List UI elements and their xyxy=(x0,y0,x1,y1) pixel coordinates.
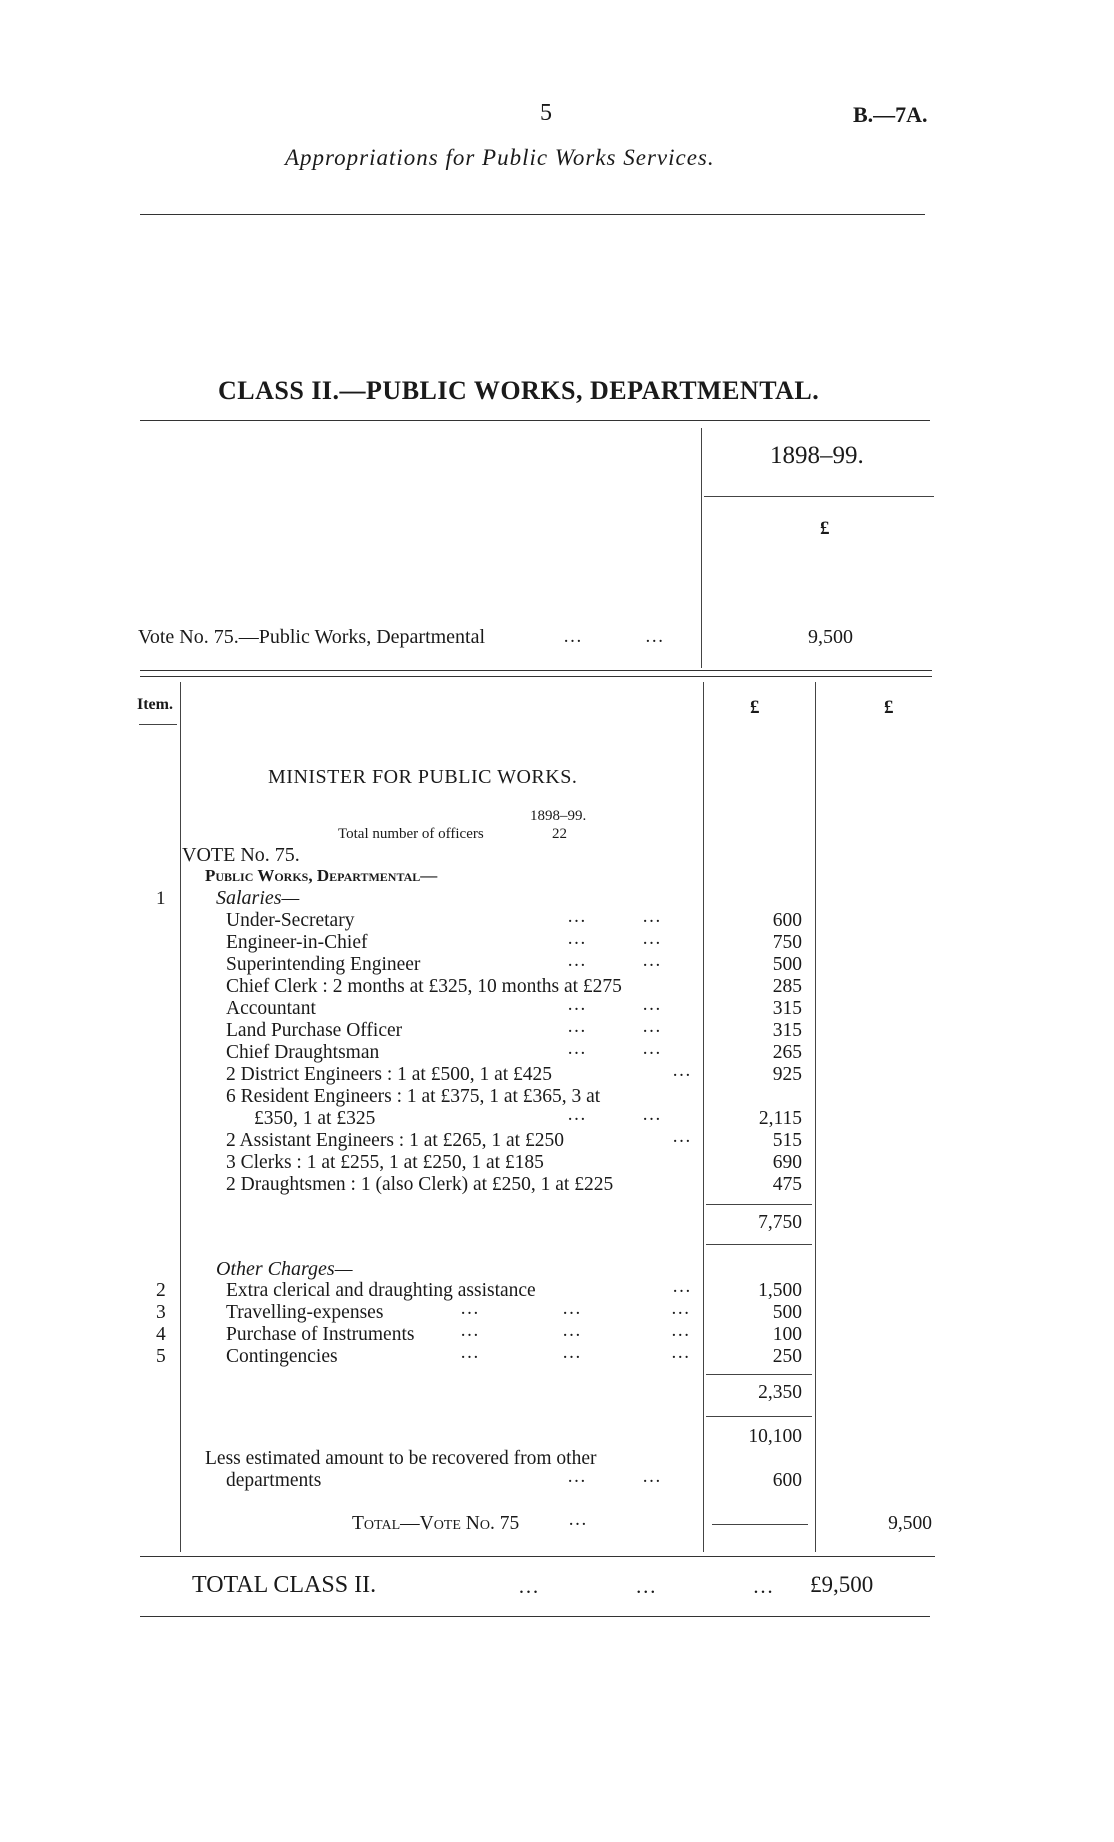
page-number: 5 xyxy=(540,100,552,126)
summary-year-rule xyxy=(704,496,934,497)
salary-amount: 315 xyxy=(772,1020,802,1041)
salaries-heading: Salaries— xyxy=(216,887,300,909)
summary-vote-amount: 9,500 xyxy=(808,626,853,648)
class-total-label: TOTAL CLASS II. xyxy=(192,1572,377,1598)
salary-row: 2 Assistant Engineers : 1 at £265, 1 at £250 xyxy=(226,1130,564,1151)
other-charge-amount: 100 xyxy=(772,1324,802,1345)
total-vote-label: Total—Vote No. 75 xyxy=(352,1513,520,1534)
salary-amount: 2,115 xyxy=(758,1108,802,1129)
salary-row: 3 Clerks : 1 at £255, 1 at £250, 1 at £185 xyxy=(226,1152,544,1173)
salary-leader-dots: … … xyxy=(567,1104,663,1125)
salary-row: Chief Clerk : 2 months at £325, 10 months at £275 xyxy=(226,976,622,997)
less-recovered-label-line2: departments xyxy=(226,1470,322,1491)
salary-amount: 925 xyxy=(772,1064,802,1085)
item-heading-rule xyxy=(139,724,177,725)
salary-leader-dots: … … xyxy=(567,928,663,949)
salary-row: £350, 1 at £325 xyxy=(254,1108,376,1129)
salary-amount: 690 xyxy=(772,1152,802,1173)
salary-leader-dots: … … xyxy=(567,906,663,927)
salary-row: Accountant xyxy=(226,998,316,1019)
total-vote-leader-dots: … xyxy=(568,1509,589,1530)
other-charges-heading: Other Charges— xyxy=(216,1258,353,1280)
other-charge-amount: 250 xyxy=(772,1346,802,1367)
other-charge-item-number: 5 xyxy=(156,1346,166,1367)
section-heading: MINISTER FOR PUBLIC WORKS. xyxy=(268,766,578,788)
other-charge-leader-dots: … … … xyxy=(460,1320,692,1341)
salary-row: 2 District Engineers : 1 at £500, 1 at £425 xyxy=(226,1064,553,1085)
summary-leader-dots: … … xyxy=(563,626,666,647)
summary-year-heading: 1898–99. xyxy=(770,442,864,469)
salary-amount: 750 xyxy=(772,932,802,953)
salary-leader-dots: … … xyxy=(567,994,663,1015)
salary-amount: 475 xyxy=(772,1174,802,1195)
summary-bottom-rule-1 xyxy=(140,670,932,671)
vote-number: VOTE No. 75. xyxy=(182,844,300,866)
less-recovered-label-line1: Less estimated amount to be recovered from other xyxy=(205,1448,597,1469)
class-total-bottom-rule xyxy=(140,1616,930,1617)
salary-amount: 265 xyxy=(772,1042,802,1063)
other-charge-amount: 500 xyxy=(772,1302,802,1323)
other-charge-row: Purchase of Instruments xyxy=(226,1324,415,1345)
salaries-item-number: 1 xyxy=(156,888,166,909)
salary-amount: 500 xyxy=(772,954,802,975)
salary-amount: 315 xyxy=(772,998,802,1019)
salary-amount: 515 xyxy=(772,1130,802,1151)
salary-leader-dots: … xyxy=(672,1126,693,1147)
officers-count: 22 xyxy=(552,826,567,842)
class-title: CLASS II.—PUBLIC WORKS, DEPARTMENTAL. xyxy=(218,376,820,405)
detail-item-column-divider xyxy=(180,682,181,1552)
salary-row: 2 Draughtsmen : 1 (also Clerk) at £250, 1 at £225 xyxy=(226,1174,614,1195)
other-charge-amount: 1,500 xyxy=(758,1280,802,1301)
summary-currency: £ xyxy=(820,518,830,539)
summary-vote-label: Vote No. 75.—Public Works, Departmental xyxy=(138,626,486,648)
salary-amount: 600 xyxy=(772,910,802,931)
officers-label: Total number of officers xyxy=(338,826,484,842)
other-charge-leader-dots: … … … xyxy=(460,1298,692,1319)
total-vote-dash xyxy=(712,1524,808,1525)
salary-amount: 285 xyxy=(772,976,802,997)
other-charge-leader-dots: … xyxy=(672,1276,693,1297)
gross-total: 10,100 xyxy=(748,1426,802,1447)
salaries-subtotal: 7,750 xyxy=(758,1212,802,1233)
salary-row: 6 Resident Engineers : 1 at £375, 1 at £365, 3 at xyxy=(226,1086,601,1107)
total-vote-amount: 9,500 xyxy=(888,1513,932,1534)
class-total-leader-dots: … … … xyxy=(518,1574,776,1598)
detail-currency-col1: £ xyxy=(750,697,760,718)
detail-currency-col2: £ xyxy=(884,697,894,718)
other-charge-row: Travelling-expenses xyxy=(226,1302,384,1323)
less-recovered-leader-dots: … … xyxy=(567,1466,663,1487)
salaries-subtotal-rule-bottom xyxy=(706,1244,812,1245)
salary-leader-dots: … … xyxy=(567,950,663,971)
other-charge-row: Extra clerical and draughting assistance xyxy=(226,1280,536,1301)
class-title-rule xyxy=(140,420,930,421)
item-column-heading: Item. xyxy=(137,696,173,713)
other-subtotal-rule-bottom xyxy=(706,1416,812,1417)
summary-column-divider xyxy=(701,428,702,668)
document-code: B.—7A. xyxy=(853,102,928,127)
other-charge-leader-dots: … … … xyxy=(460,1342,692,1363)
salary-leader-dots: … … xyxy=(567,1038,663,1059)
detail-amount-column-divider-2 xyxy=(815,682,816,1552)
header-rule xyxy=(140,214,925,215)
salary-row: Chief Draughtsman xyxy=(226,1042,380,1063)
detail-amount-column-divider-1 xyxy=(703,682,704,1552)
class-total-amount: £9,500 xyxy=(810,1572,874,1597)
other-charge-item-number: 3 xyxy=(156,1302,166,1323)
salaries-subtotal-rule-top xyxy=(706,1204,812,1205)
salary-leader-dots: … … xyxy=(567,1016,663,1037)
officers-year: 1898–99. xyxy=(530,808,587,824)
salary-leader-dots: … xyxy=(672,1060,693,1081)
other-charges-subtotal: 2,350 xyxy=(758,1382,802,1403)
summary-bottom-rule-2 xyxy=(140,676,932,677)
other-charge-item-number: 4 xyxy=(156,1324,166,1345)
salary-row: Under-Secretary xyxy=(226,910,355,931)
salary-row: Engineer-in-Chief xyxy=(226,932,368,953)
salary-row: Superintending Engineer xyxy=(226,954,421,975)
other-subtotal-rule-top xyxy=(706,1374,812,1375)
running-title: Appropriations for Public Works Services. xyxy=(285,145,715,170)
other-charge-item-number: 2 xyxy=(156,1280,166,1301)
other-charge-row: Contingencies xyxy=(226,1346,338,1367)
vote-title: Public Works, Departmental— xyxy=(205,866,438,885)
class-total-top-rule xyxy=(140,1556,935,1557)
salary-row: Land Purchase Officer xyxy=(226,1020,403,1041)
less-recovered-amount: 600 xyxy=(772,1470,802,1491)
